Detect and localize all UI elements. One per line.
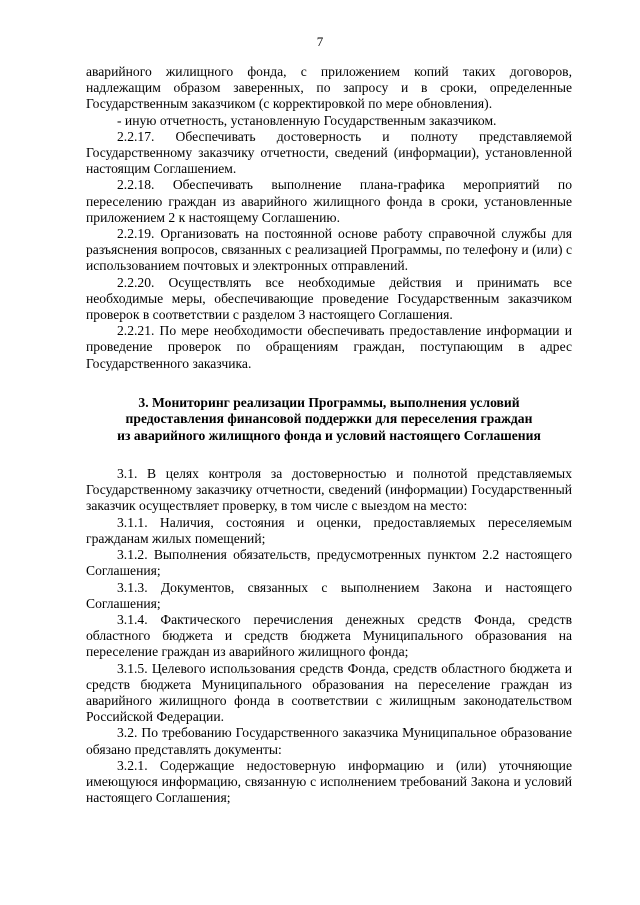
paragraph-3-2: 3.2. По требованию Государственного заказчика Муниципальное образование обязано представлять документы: xyxy=(86,725,572,757)
paragraph-3-1-3: 3.1.3. Документов, связанных с выполнением Закона и настоящего Соглашения; xyxy=(86,579,572,611)
paragraph-3-2-1: 3.2.1. Содержащие недостоверную информацию и (или) уточняющие имеющуюся информацию, связанную с исполнением требований Закона и условий настоящего Соглашения; xyxy=(86,757,572,806)
section-3-heading xyxy=(86,395,572,444)
paragraph-2-2-21: 2.2.21. По мере необходимости обеспечивать предоставление информации и проведение проверок по обращениям граждан, поступающим в адрес Государственного заказчика. xyxy=(86,323,572,371)
paragraph-3-1-5: 3.1.5. Целевого использования средств Фонда, средств областного бюджета и средств бюджета Муниципального образования на переселение граждан из аварийного жилищного фонда в соответствии с жилищным законодательством Российской Федерации. xyxy=(86,660,572,725)
heading-line-1: 3. Мониторинг реализации Программы, выполнения условий xyxy=(138,394,520,410)
heading-line-2: предоставления финансовой поддержки для переселения граждан xyxy=(125,411,533,427)
paragraph-2-2-20: 2.2.20. Осуществлять все необходимые действия и принимать все необходимые меры, обеспечивающие проведение Государственным заказчиком проверок в соответствии с разделом 3 настоящего Соглашения. xyxy=(86,274,572,323)
paragraph-other-reporting: - иную отчетность, установленную Государственным заказчиком. xyxy=(117,112,497,128)
paragraph-continuation: аварийного жилищного фонда, с приложением копий таких договоров, надлежащим образом заверенных, по запросу и в сроки, определенные Государственным заказчиком (с корректировкой по мере обновления). xyxy=(86,64,572,112)
paragraph-3-1: 3.1. В целях контроля за достоверностью и полнотой представляемых Государственному заказчику отчетности, сведений (информации) Государственный заказчик осуществляет проверку, в том числе с выездом на место: xyxy=(86,466,572,514)
paragraph-3-1-4: 3.1.4. Фактического перечисления денежных средств Фонда, средств областного бюджета и средств бюджета Муниципального образования на переселение граждан из аварийного жилищного фонда; xyxy=(86,611,572,660)
page-number: 7 xyxy=(316,34,324,49)
heading-line-3: из аварийного жилищного фонда и условий настоящего Соглашения xyxy=(117,427,541,443)
document-body xyxy=(86,64,572,806)
paragraph-3-1-1: 3.1.1. Наличия, состояния и оценки, предоставляемых переселяемым гражданам жилых помещений; xyxy=(86,514,572,546)
paragraph-2-2-19: 2.2.19. Организовать на постоянной основе работу справочной службы для разъяснения вопросов, связанных с реализацией Программы, по телефону и (или) с использованием почтовых и электронных отправлений. xyxy=(86,226,572,274)
paragraph-2-2-17: 2.2.17. Обеспечивать достоверность и полноту представляемой Государственному заказчику отчетности, сведений (информации), установленной настоящим Соглашением. xyxy=(86,128,572,177)
paragraph-3-1-2: 3.1.2. Выполнения обязательств, предусмотренных пунктом 2.2 настоящего Соглашения; xyxy=(86,547,572,579)
paragraph-2-2-18: 2.2.18. Обеспечивать выполнение плана-графика мероприятий по переселению граждан из аварийного жилищного фонда в сроки, установленные приложением 2 к настоящему Соглашению. xyxy=(86,177,572,225)
